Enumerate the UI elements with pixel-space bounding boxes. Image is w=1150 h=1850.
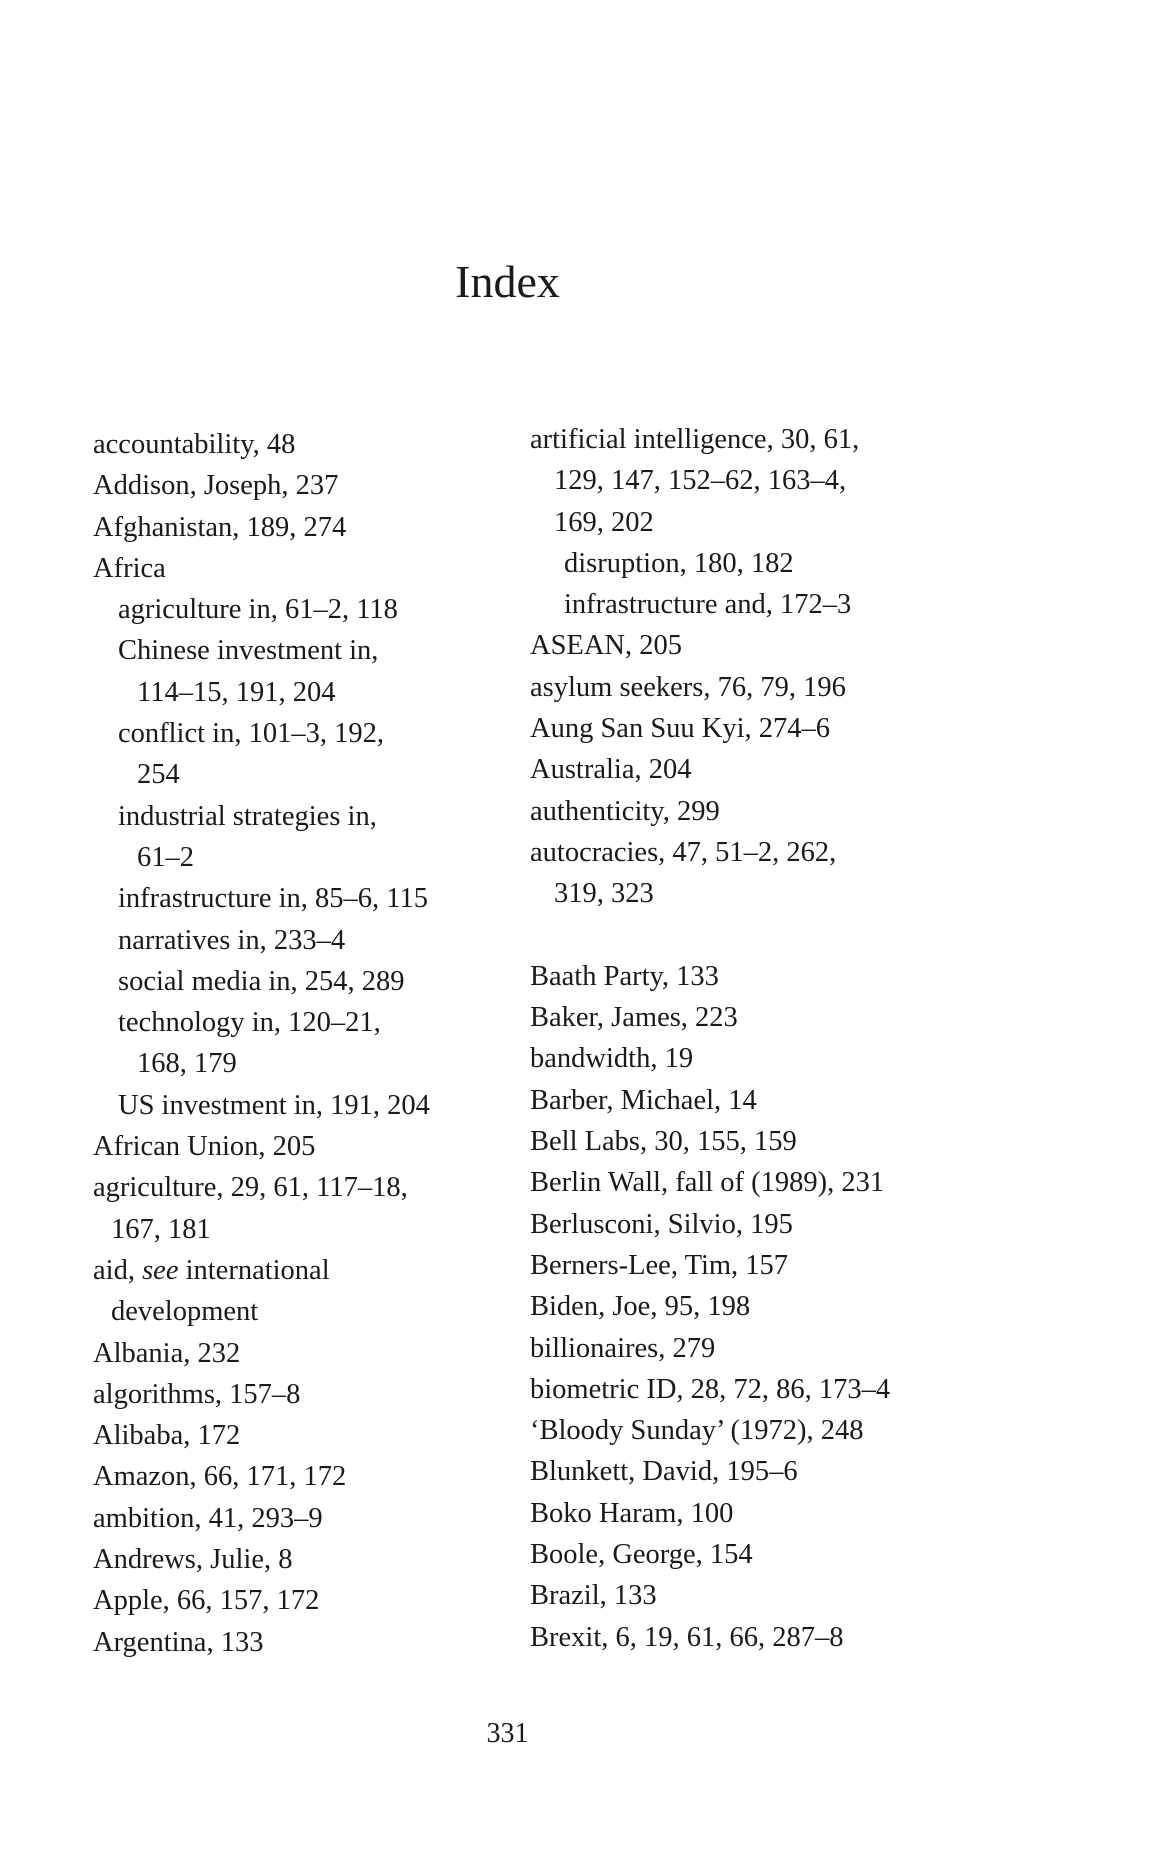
index-entry [530, 1080, 890, 1121]
entry-text: 168, 179 [137, 1048, 237, 1080]
index-entry-continuation [530, 502, 890, 543]
index-entry [530, 1493, 890, 1534]
entry-text: 114–15, 191, 204 [137, 676, 336, 708]
entry-text: asylum seekers, 76, 79, 196 [530, 671, 846, 703]
index-entry [530, 997, 890, 1038]
index-entry-continuation [530, 460, 890, 501]
entry-text: Biden, Joe, 95, 198 [530, 1291, 751, 1323]
index-entry [93, 1126, 430, 1167]
entry-text: conflict in, 101–3, 192, [118, 718, 384, 750]
index-entry [530, 1121, 890, 1162]
index-subentry [93, 1002, 430, 1043]
entry-text: Albania, 232 [93, 1337, 241, 1369]
entry-text: Apple, 66, 157, 172 [93, 1585, 320, 1617]
index-entry [93, 1250, 430, 1291]
entry-text: 169, 202 [554, 506, 654, 538]
entry-text: Africa [93, 552, 166, 584]
entry-text: infrastructure and, 172–3 [564, 589, 852, 621]
entry-text: agriculture in, 61–2, 118 [118, 594, 398, 626]
entry-text: Blunkett, David, 195–6 [530, 1456, 798, 1488]
index-column-left [93, 424, 430, 1663]
entry-text: ASEAN, 205 [530, 630, 683, 662]
index-entry [530, 1534, 890, 1575]
entry-text: technology in, 120–21, [118, 1007, 381, 1039]
index-entry [530, 1328, 890, 1369]
index-subentry [93, 878, 430, 919]
entry-text: social media in, 254, 289 [118, 965, 405, 997]
entry-text: billionaires, 279 [530, 1332, 716, 1364]
entry-text: Chinese investment in, [118, 635, 379, 667]
index-entry [530, 625, 890, 666]
page-number: 331 [486, 1718, 529, 1749]
entry-text: autocracies, 47, 51–2, 262, [530, 836, 837, 868]
entry-text: Andrews, Julie, 8 [93, 1544, 293, 1576]
index-entry [93, 548, 430, 589]
entry-text: artificial intelligence, 30, 61, [530, 424, 860, 455]
index-subentry [530, 584, 890, 625]
entry-text: Australia, 204 [530, 754, 692, 786]
entry-text: Afghanistan, 189, 274 [93, 511, 347, 543]
index-entry [530, 1162, 890, 1203]
index-subentry [530, 543, 890, 584]
entry-text: Brexit, 6, 19, 61, 66, 287–8 [530, 1621, 844, 1653]
index-entry [530, 1617, 890, 1658]
entry-text: Alibaba, 172 [93, 1420, 241, 1452]
index-entry [93, 1498, 430, 1539]
entry-text: Baker, James, 223 [530, 1002, 738, 1034]
index-entry [530, 1204, 890, 1245]
index-subentry [93, 630, 430, 671]
entry-text: Bell Labs, 30, 155, 159 [530, 1126, 797, 1158]
index-entry-continuation [93, 837, 430, 878]
index-subentry [93, 920, 430, 961]
index-entry [530, 1575, 890, 1616]
index-entry [530, 749, 890, 790]
entry-text: Amazon, 66, 171, 172 [93, 1461, 347, 1493]
entry-text: disruption, 180, 182 [564, 547, 794, 579]
index-subentry [93, 713, 430, 754]
entry-text: algorithms, 157–8 [93, 1378, 301, 1410]
index-subentry [93, 1085, 430, 1126]
section-gap [530, 915, 890, 956]
entry-text: infrastructure in, 85–6, 115 [118, 883, 428, 915]
index-entry [93, 1622, 430, 1663]
index-entry-continuation [93, 672, 430, 713]
entry-text: industrial strategies in, [118, 800, 377, 832]
index-entry [530, 1369, 890, 1410]
index-entry [93, 1539, 430, 1580]
entry-text: 167, 181 [111, 1213, 211, 1245]
index-entry [93, 424, 430, 465]
index-entry [530, 1245, 890, 1286]
index-entry [93, 465, 430, 506]
index-entry [93, 1415, 430, 1456]
entry-text: Berlin Wall, fall of (1989), 231 [530, 1167, 885, 1199]
entry-text: US investment in, 191, 204 [118, 1089, 430, 1121]
index-entry [530, 956, 890, 997]
index-entry [530, 708, 890, 749]
index-entry [530, 1038, 890, 1079]
index-entry [530, 667, 890, 708]
entry-text: accountability, 48 [93, 429, 296, 460]
entry-text: Aung San Suu Kyi, 274–6 [530, 713, 831, 745]
entry-text: Argentina, 133 [93, 1626, 264, 1658]
entry-text: ‘Bloody Sunday’ (1972), 248 [530, 1415, 864, 1447]
entry-text: narratives in, 233–4 [118, 924, 346, 956]
index-column-right [530, 419, 890, 1658]
index-entry [93, 1456, 430, 1497]
entry-text: aid, [93, 1254, 143, 1286]
entry-text: Baath Party, 133 [530, 960, 719, 992]
entry-text: 129, 147, 152–62, 163–4, [554, 465, 847, 497]
index-entry [93, 1333, 430, 1374]
entry-text: agriculture, 29, 61, 117–18, [93, 1172, 408, 1204]
index-entry [530, 1451, 890, 1492]
entry-text: Addison, Joseph, 237 [93, 470, 339, 502]
index-entry [93, 1580, 430, 1621]
index-entry [530, 1410, 890, 1451]
entry-text: Berlusconi, Silvio, 195 [530, 1208, 793, 1240]
index-entry-continuation [530, 873, 890, 914]
entry-text: Brazil, 133 [530, 1580, 657, 1612]
entry-text: Boko Haram, 100 [530, 1497, 734, 1529]
index-entry [93, 507, 430, 548]
entry-text: ambition, 41, 293–9 [93, 1502, 323, 1534]
index-entry [530, 419, 890, 460]
cross-reference-see: see [142, 1254, 179, 1286]
index-subentry [93, 796, 430, 837]
entry-text: biometric ID, 28, 72, 86, 173–4 [530, 1373, 891, 1405]
index-entry-continuation [93, 1043, 430, 1084]
entry-text: 61–2 [137, 841, 194, 873]
entry-text: 319, 323 [554, 878, 654, 910]
index-entry [530, 1286, 890, 1327]
cross-reference-target: international [178, 1254, 330, 1286]
entry-text: African Union, 205 [93, 1131, 316, 1163]
entry-text: authenticity, 299 [530, 795, 720, 827]
entry-text: bandwidth, 19 [530, 1043, 694, 1075]
index-entry-continuation [93, 1291, 430, 1332]
entry-text: 254 [137, 759, 180, 791]
page-title: Index [455, 256, 560, 307]
entry-text: Boole, George, 154 [530, 1539, 753, 1571]
index-entry [93, 1374, 430, 1415]
index-entry [530, 832, 890, 873]
index-entry-continuation [93, 754, 430, 795]
entry-text: Barber, Michael, 14 [530, 1084, 757, 1116]
index-entry [93, 1167, 430, 1208]
index-entry-continuation [93, 1209, 430, 1250]
index-subentry [93, 589, 430, 630]
index-entry [530, 791, 890, 832]
entry-text: development [111, 1296, 259, 1328]
index-subentry [93, 961, 430, 1002]
entry-text: Berners-Lee, Tim, 157 [530, 1249, 789, 1281]
